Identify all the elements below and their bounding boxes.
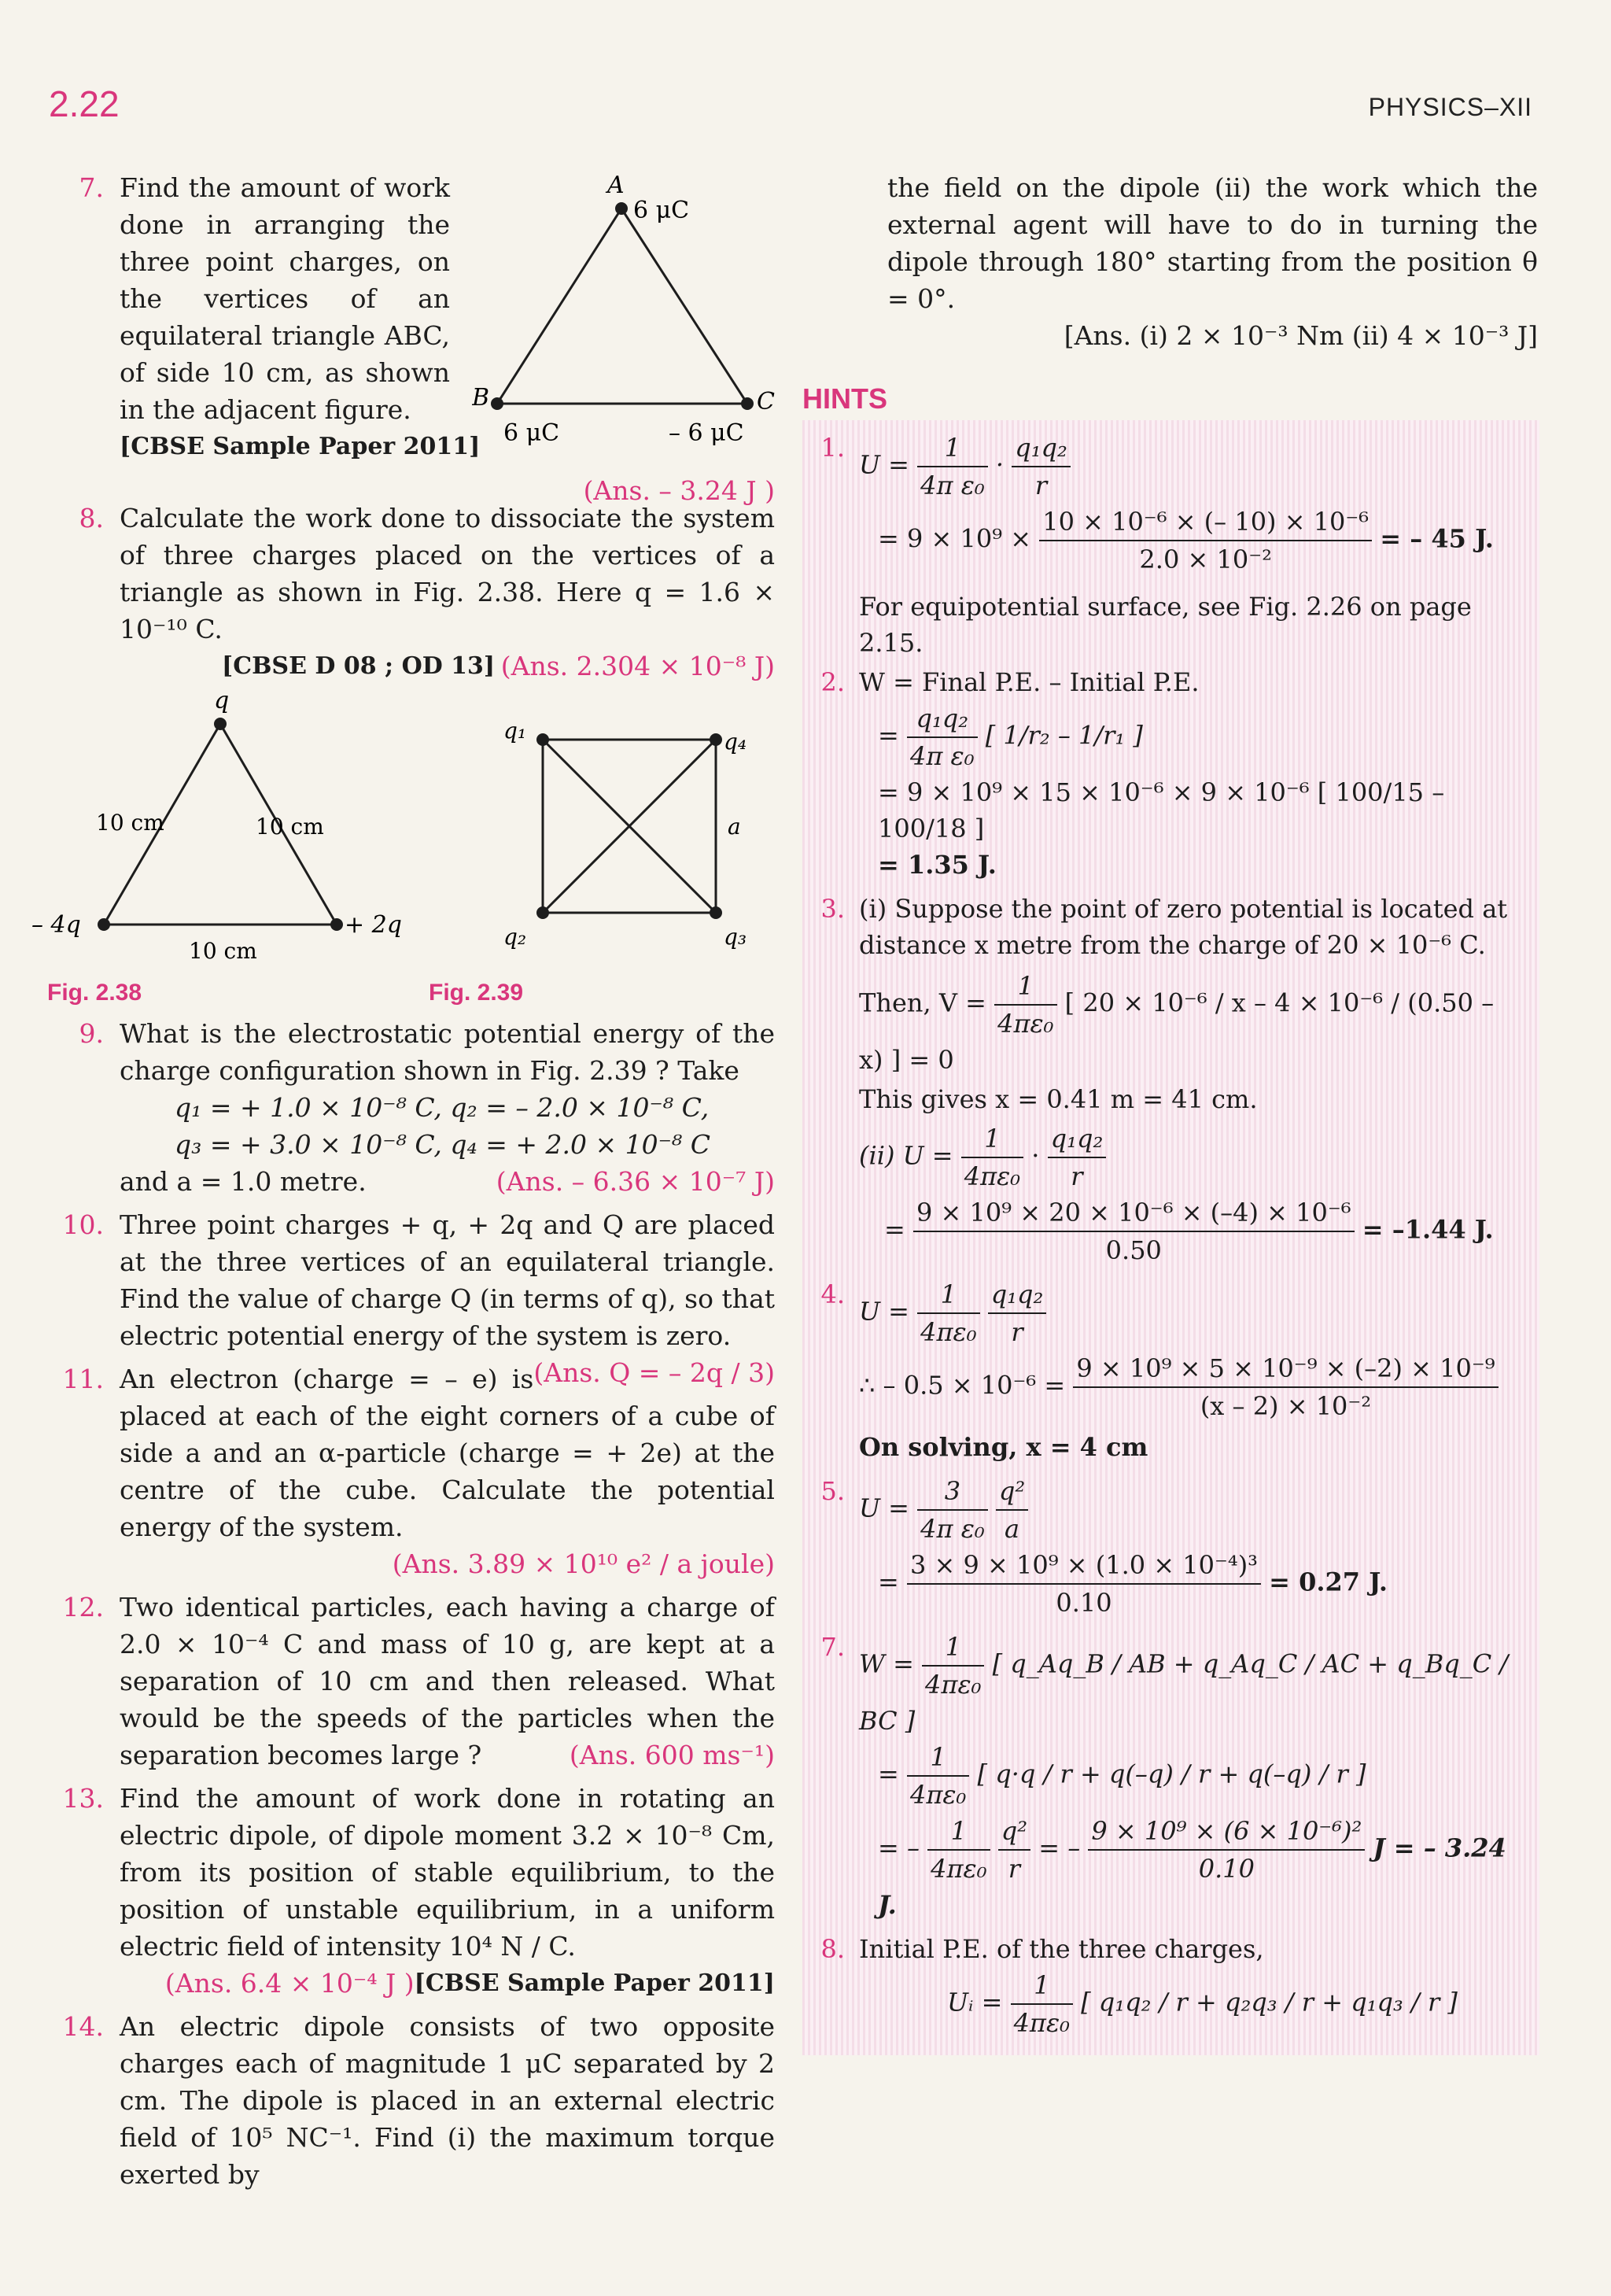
eq-result: On solving, x = 4 cm bbox=[859, 1432, 1148, 1462]
question-13 bbox=[63, 1780, 775, 2002]
question-text: Find the amount of work done in arranging the three point charges, on the vertices of an equilateral triangle ABC, of side 10 cm, as shown in the adjacent figure. bbox=[120, 172, 450, 425]
question-12 bbox=[63, 1589, 775, 1774]
eq-lhs: ∴ – 0.5 × 10⁻⁶ = bbox=[859, 1370, 1066, 1401]
hint-number: 7. bbox=[820, 1632, 845, 1662]
question-answer: (Ans. – 3.24 J ) bbox=[583, 475, 775, 506]
eq-bracket: [ q₁q₂ / r + q₂q₃ / r + q₁q₃ / r ] bbox=[1081, 1987, 1458, 2017]
side-right-label: 10 cm bbox=[256, 814, 324, 840]
hint-text: This gives x = 0.41 m = 41 cm. bbox=[859, 1084, 1258, 1114]
question-source: [CBSE Sample Paper 2011] bbox=[414, 1969, 775, 1997]
eq-lhs: = 9 × 10⁹ × 15 × 10⁻⁶ × 9 × 10⁻⁶ bbox=[878, 777, 1310, 807]
eq-bracket: [ q·q / r + q(–q) / r + q(–q) / r ] bbox=[977, 1759, 1366, 1789]
triangle-abc-figure bbox=[472, 169, 802, 452]
charge-c-label: – 6 μC bbox=[669, 419, 744, 447]
fraction: $\frac{\text{q₁q₂}}{r}$ bbox=[988, 1276, 1047, 1350]
hint-number: 5. bbox=[820, 1476, 845, 1506]
page-number: 2.22 bbox=[49, 83, 120, 124]
eq-lhs: (ii) U = bbox=[859, 1140, 953, 1171]
hints-title: HINTS bbox=[802, 382, 887, 415]
question-number: 11. bbox=[62, 1364, 104, 1394]
fraction: $\frac{1}{\text{4πε₀}}$ bbox=[907, 1739, 969, 1813]
q3-label: q₃ bbox=[724, 924, 747, 950]
charge-values-2: q₃ = + 3.0 × 10⁻⁸ C, q₄ = + 2.0 × 10⁻⁸ C bbox=[175, 1129, 711, 1160]
hint-text: (i) Suppose the point of zero potential is located at distance x metre from the charge of 20 × 10⁻⁶ C. bbox=[859, 894, 1508, 960]
eq-lhs: = 9 × 10⁹ × bbox=[878, 523, 1032, 554]
question-14 bbox=[63, 2008, 775, 2193]
hint-text: Initial P.E. of the three charges, bbox=[859, 1934, 1264, 1964]
side-a-label: a bbox=[728, 814, 741, 840]
question-8 bbox=[63, 500, 775, 685]
fraction: $\frac{1}{\text{4π ε₀}}$ bbox=[917, 430, 988, 504]
charge-values-1: q₁ = + 1.0 × 10⁻⁸ C, q₂ = – 2.0 × 10⁻⁸ C, bbox=[175, 1092, 710, 1123]
eq-lhs: U = bbox=[859, 1296, 909, 1327]
fig-2-38 bbox=[31, 685, 409, 968]
fraction: $\frac{1}{\text{4πε₀}}$ bbox=[994, 968, 1056, 1042]
figures-row bbox=[31, 685, 775, 1015]
question-source: [CBSE D 08 ; OD 13] bbox=[222, 652, 496, 680]
side-value: and a = 1.0 metre. bbox=[120, 1166, 367, 1197]
eq-result: = 0.27 J. bbox=[1269, 1567, 1388, 1597]
hint-number: 3. bbox=[820, 894, 845, 924]
fraction: $\frac{\text{q₁q₂}}{r}$ bbox=[1048, 1120, 1107, 1194]
eq-lhs: Uᵢ = bbox=[947, 1987, 1003, 2017]
question-text: An electron (charge = – e) is placed at each of the eight corners of a cube of side a and an α-particle (charge = + 2e) at the centre of the cube. Calculate the potential energy of the system. bbox=[120, 1364, 775, 1542]
fraction: $\frac{3}{\text{4π ε₀}}$ bbox=[917, 1473, 988, 1547]
fraction: $\frac{\text{10 × 10⁻⁶ × (– 10) × 10⁻⁶}}{\text{2.0 × 10⁻²}}$ bbox=[1039, 504, 1372, 578]
question-text: Two identical particles, each having a charge of 2.0 × 10⁻⁴ C and mass of 10 g, are kept at a separation of 10 cm and then released. What would be the speeds of the particles when the separation becomes large ? (Ans. 600 ms⁻¹) bbox=[120, 1589, 775, 1774]
question-answer: (Ans. 3.89 × 10¹⁰ e² / a joule) bbox=[392, 1549, 775, 1579]
hint-1 bbox=[813, 430, 1525, 578]
q4-label: q₄ bbox=[724, 729, 747, 755]
right-column bbox=[802, 169, 1538, 2055]
eq-lhs: W = bbox=[859, 1648, 914, 1679]
fig-2-39-caption: Fig. 2.39 bbox=[429, 980, 524, 1006]
hint-number: 2. bbox=[820, 667, 845, 697]
question-answer: (Ans. Q = – 2q / 3) bbox=[533, 1357, 775, 1388]
fig-2-38-caption: Fig. 2.38 bbox=[47, 980, 142, 1006]
eq-line: W = Final P.E. – Initial P.E. bbox=[859, 667, 1200, 697]
eq-result: = 1.35 J. bbox=[878, 850, 997, 880]
fraction: $\frac{\text{9 × 10⁹ × (6 × 10⁻⁶)²}}{0.10}$ bbox=[1088, 1813, 1365, 1887]
hint-5: 5. U = $\frac{3}{\text{4π ε₀}}$ $\frac{\text{q²}}{a}$ = $\frac{\text{3 × 9 × 10⁹ × (1.0 × 10⁻⁴)³}}{0.10}$ = 0.27 J. bbox=[813, 1473, 1525, 1621]
eq-bracket: [ 100/15 – 100/18 ] bbox=[878, 777, 1445, 843]
hint-4 bbox=[813, 1276, 1525, 1465]
fraction: $\frac{1}{\text{4πε₀}}$ bbox=[922, 1629, 984, 1703]
eq-dot: · bbox=[995, 449, 1005, 480]
fraction: $\frac{\text{q²}}{r}$ bbox=[998, 1813, 1030, 1887]
hint-3: 3. (i) Suppose the point of zero potential is located at distance x metre from the charge of 20 × 10⁻⁶ C. Then, V = $\frac{1}{\text{4πε₀}}$ [ 20 × 10⁻⁶ / x – 4 × 10⁻⁶ / (0.50 – x) ] = 0 This gives x = 0.41 m = 41 cm. (ii) U = $\frac{1}{\text{4πε₀}}$ · $\frac{\text{q₁q₂}}{r}$ = $\frac{\text{9 × 10⁹ × 20 × 10⁻⁶ × (–4) × 10⁻⁶}}{0.50}$ = –1.44 J. bbox=[813, 891, 1525, 1268]
q2-label: q₂ bbox=[503, 924, 527, 950]
fraction: $\frac{\text{q₁q₂}}{r}$ bbox=[1012, 430, 1071, 504]
side-bottom-label: 10 cm bbox=[189, 938, 257, 964]
fraction: $\frac{1}{\text{4πε₀}}$ bbox=[1011, 1967, 1073, 2041]
fraction: $\frac{\text{q²}}{a}$ bbox=[996, 1473, 1028, 1547]
question-answer: (Ans. 2.304 × 10⁻⁸ J) bbox=[500, 651, 775, 681]
hint-number: 8. bbox=[820, 1934, 845, 1964]
fraction: $\frac{1}{\text{4πε₀}}$ bbox=[917, 1276, 979, 1350]
question-text: What is the electrostatic potential energy of the charge configuration shown in Fig. 2.39 ? Take bbox=[120, 1018, 775, 1086]
eq-lhs: Then, V = bbox=[859, 987, 986, 1018]
hints-box bbox=[802, 420, 1539, 2055]
left-column bbox=[31, 169, 775, 2193]
fraction: $\frac{1}{\text{4πε₀}}$ bbox=[961, 1120, 1023, 1194]
fraction: $\frac{\text{9 × 10⁹ × 20 × 10⁻⁶ × (–4) × 10⁻⁶}}{0.50}$ bbox=[913, 1194, 1355, 1268]
question-number: 8. bbox=[79, 503, 104, 533]
fraction: $\frac{1}{\text{4πε₀}}$ bbox=[927, 1813, 990, 1887]
eq-result: J = – 3.24 J. bbox=[878, 1833, 1506, 1920]
question-answer: [Ans. (i) 2 × 10⁻³ Nm (ii) 4 × 10⁻³ J] bbox=[1064, 320, 1538, 351]
question-text: the field on the dipole (ii) the work which the external agent will have to do in turning the dipole through 180° starting from the position θ = 0°. bbox=[887, 172, 1538, 314]
question-source: [CBSE Sample Paper 2011] bbox=[120, 433, 481, 460]
eq-lhs: = – bbox=[878, 1833, 920, 1863]
charge-left-label: – 4q bbox=[31, 911, 81, 939]
fraction: $\frac{\text{q₁q₂}}{\text{4π ε₀}}$ bbox=[907, 700, 978, 774]
eq-lhs: U = bbox=[859, 1493, 909, 1523]
hint-8 bbox=[813, 1931, 1525, 2041]
equipotential-note: For equipotential surface, see Fig. 2.26 on page 2.15. bbox=[859, 592, 1472, 658]
question-answer: (Ans. – 6.36 × 10⁻⁷ J) bbox=[496, 1166, 775, 1197]
charge-b-label: 6 μC bbox=[503, 419, 560, 447]
eq-bracket: [ 1/r₂ – 1/r₁ ] bbox=[985, 720, 1143, 751]
question-number: 10. bbox=[62, 1209, 104, 1240]
question-number: 13. bbox=[62, 1783, 104, 1814]
question-14-continued bbox=[802, 169, 1538, 354]
question-answer: (Ans. 600 ms⁻¹) bbox=[569, 1740, 775, 1770]
eq-result: = –1.44 J. bbox=[1362, 1214, 1494, 1245]
question-text: An electric dipole consists of two opposite charges each of magnitude 1 μC separated by 2 cm. The dipole is placed in an external electric field of 10⁵ NC⁻¹. Find (i) the maximum torque exerted by bbox=[120, 2011, 775, 2190]
eq-lhs: U = bbox=[859, 449, 909, 480]
question-text: Find the amount of work done in rotating an electric dipole, of dipole moment 3.2 × 10⁻⁸ Cm, from its position of stable equilibrium, to the position of unstable equilibrium, in a uniform electric field of intensity 10⁴ N / C. [CBSE Sample Paper 2011] bbox=[120, 1780, 775, 1965]
hint-number: 1. bbox=[820, 433, 845, 463]
question-number: 12. bbox=[62, 1592, 104, 1622]
book-title: PHYSICS–XII bbox=[1368, 93, 1532, 121]
question-text: Three point charges + q, + 2q and Q are placed at the three vertices of an equilateral triangle. Find the value of charge Q (in terms of q), so that electric potential energy of the system is zero. (Ans. Q = – 2q / 3) bbox=[120, 1206, 775, 1354]
side-left-label: 10 cm bbox=[96, 810, 164, 836]
hint-7: 7. W = $\frac{1}{\text{4πε₀}}$ [ q_Aq_B / AB + q_Aq_C / AC + q_Bq_C / BC ] = $\frac{1}{\text{4πε₀}}$ [ q·q / r + q(–q) / r + q(–q) / r ] = – $\frac{1}{\text{4πε₀}}$ $\frac{\text{q²}}{r}$ = – $\frac{\text{9 × 10⁹ × (6 × 10⁻⁶)²}}{0.10}$ J = – 3.24 J. bbox=[813, 1629, 1525, 1923]
question-number: 7. bbox=[79, 172, 104, 203]
question-7 bbox=[63, 169, 775, 506]
charge-top-label: q bbox=[214, 687, 230, 714]
question-answer: (Ans. 6.4 × 10⁻⁴ J ) bbox=[164, 1968, 415, 1999]
vertex-b-label: B bbox=[472, 384, 490, 412]
charge-right-label: + 2q bbox=[345, 911, 402, 939]
question-11 bbox=[63, 1360, 775, 1582]
eq-bracket: [ 20 × 10⁻⁶ / x – 4 × 10⁻⁶ / (0.50 – x) ] = 0 bbox=[859, 987, 1495, 1075]
fig-2-39 bbox=[488, 716, 747, 976]
eq-bracket: [ q_Aq_B / AB + q_Aq_C / AC + q_Bq_C / BC ] bbox=[859, 1648, 1509, 1736]
eq-result: = – 45 J. bbox=[1380, 523, 1494, 554]
q1-label: q₁ bbox=[503, 718, 527, 744]
eq-equals: = – bbox=[1038, 1833, 1081, 1863]
question-number: 9. bbox=[79, 1018, 104, 1049]
vertex-a-label: A bbox=[607, 172, 625, 199]
question-number: 14. bbox=[62, 2011, 104, 2042]
fraction: $\frac{\text{3 × 9 × 10⁹ × (1.0 × 10⁻⁴)³}}{0.10}$ bbox=[907, 1547, 1261, 1621]
vertex-c-label: C bbox=[757, 388, 775, 415]
fraction: $\frac{\text{9 × 10⁹ × 5 × 10⁻⁹ × (–2) × 10⁻⁹}}{\text{(x – 2) × 10⁻²}}$ bbox=[1073, 1350, 1498, 1424]
hint-2: 2. W = Final P.E. – Initial P.E. = $\frac{\text{q₁q₂}}{\text{4π ε₀}}$ [ 1/r₂ – 1/r₁ ] = 9 × 10⁹ × 15 × 10⁻⁶ × 9 × 10⁻⁶ [ 100/15 – 100/18 ] = 1.35 J. bbox=[813, 664, 1525, 883]
charge-a-label: 6 μC bbox=[633, 197, 690, 224]
hint-number: 4. bbox=[820, 1279, 845, 1309]
question-9 bbox=[63, 1015, 775, 1200]
question-text: Calculate the work done to dissociate the system of three charges placed on the vertices of a triangle as shown in Fig. 2.38. Here q = 1.6 × 10⁻¹⁰ C. bbox=[120, 503, 775, 644]
